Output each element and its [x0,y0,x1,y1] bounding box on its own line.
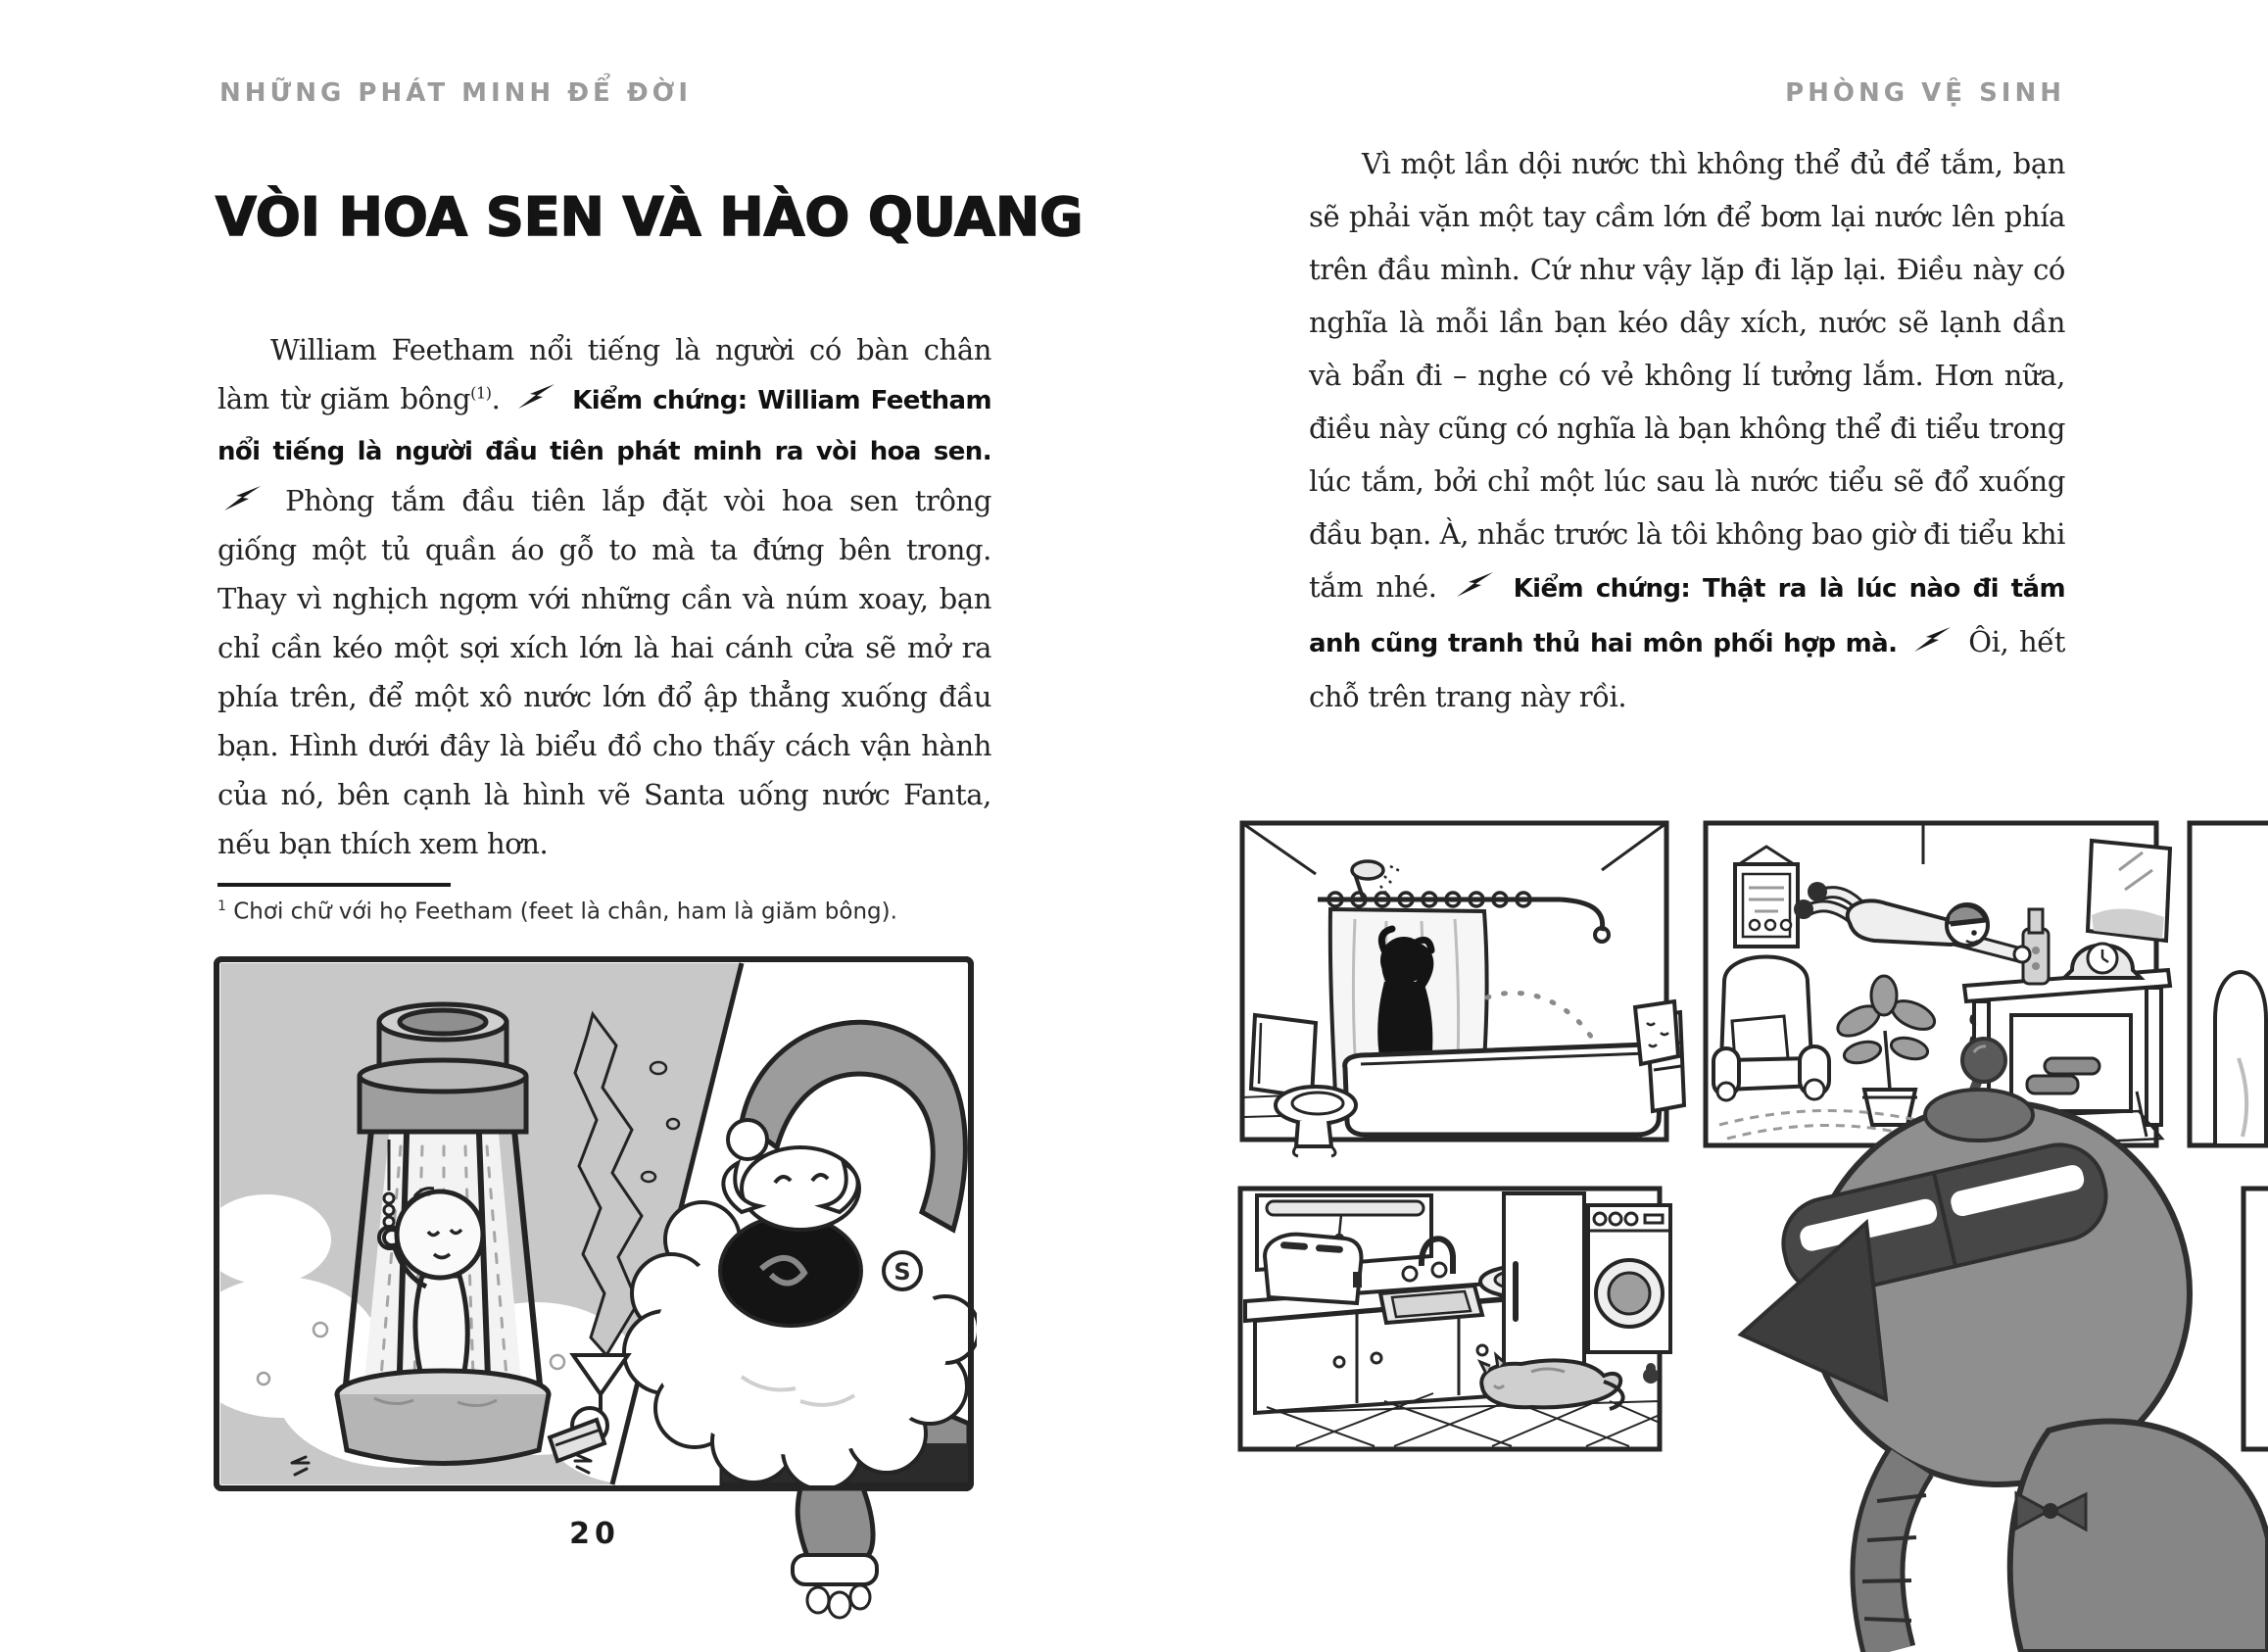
santa-arm-below-frame [793,1488,877,1618]
lightning-bolt-icon [518,384,555,411]
right-paragraph: Vì một lần dội nước thì không thể đủ để tắm, bạn sẽ phải vặn một tay cầm lớn để bơm lại nước lên phía trên đầu mình. Cứ như vậy lặp đi lặp lại. Điều này có nghĩa là mỗi lần bạn kéo dây xích, nước sẽ lạnh dần và bẩn đi – nghe có vẻ không lí tưởng lắm. Hơn nữa, điều này cũng có nghĩa là bạn không thể đi tiểu trong lúc tắm, bởi chỉ một lúc sau là nước tiểu sẽ đổ xuống đầu bạn. À, nhắc trước là tôi không bao giờ đi tiểu khi tắm nhé. Kiểm chứng: Thật ra là lúc nào đi tắm anh cũng tranh thủ hai môn phối hợp mà. Ôi, hết chỗ trên trang này rồi. [1309,147,2065,713]
santa-monogram-badge [884,1252,921,1289]
chair-pillow [1732,1016,1788,1062]
water-bucket [360,1004,526,1132]
toaster [1265,1235,1362,1303]
lightning-bolt-icon [1914,627,1952,654]
partial-panel-bottom [2244,1189,2268,1449]
kitchen-panel [1240,1189,1670,1449]
comic-panels-illustration [1237,813,2268,1652]
basin-tub [337,1371,549,1464]
bathtub [1345,1045,1664,1135]
burglar-boot [1808,882,1827,901]
robot-neck [1862,1462,1926,1652]
left-running-head: NHỮNG PHÁT MINH ĐỂ ĐỜI [219,78,692,108]
burglar-hand [2014,947,2030,962]
burglar-boot [1794,899,1813,919]
footnote-divider [217,883,451,887]
robot-body [2010,1422,2268,1652]
lightning-bolt-icon [1457,572,1494,599]
right-running-head: PHÒNG VỆ SINH [1785,78,2065,108]
fire-log [2027,1076,2078,1093]
fire-log [2045,1058,2099,1074]
partial-panel-top [2190,823,2268,1145]
left-page [0,0,1127,1652]
page-number: 20 [569,1517,620,1551]
hat-pompom [728,1120,767,1159]
left-paragraph: William Feetham nổi tiếng là người có bàn chân làm từ giăm bông$^{(1)}$. Kiểm chứng: William Feetham nổi tiếng là người đầu tiên phát minh ra vòi hoa sen. Phòng tắm đầu tiên lắp đặt vòi hoa sen trông giống một tủ quần áo gỗ to mà ta đứng bên trong. Thay vì nghịch ngợm với những cần và núm xoay, bạn chỉ cần kéo một sợi xích lớn là hai cánh cửa sẽ mở ra phía trên, để một xô nước lớn đổ ập thẳng xuống đầu bạn. Hình dưới đây là biểu đồ cho thấy cách vận hành của nó, bên cạnh là hình vẽ Santa uống nước Fanta, nếu bạn thích xem hơn. [217,333,991,860]
footnote-text: Chơi chữ với họ Feetham (feet là chân, ham là giăm bông). [233,899,897,925]
santa-face [742,1147,859,1230]
footnote [217,899,1021,925]
bathroom-panel [1242,823,1684,1156]
glove-cuff [793,1555,877,1584]
washing-machine [1588,1205,1670,1352]
mirror [2088,841,2170,941]
footnote-marker: 1 [217,899,226,914]
lightning-bolt-icon [224,486,262,512]
open-mouth [720,1216,861,1326]
santa-monogram: S [893,1258,911,1286]
robot-head-hatch [1925,1090,2033,1141]
chapter-title: VÒI HOA SEN VÀ HÀO QUANG [216,186,1084,248]
